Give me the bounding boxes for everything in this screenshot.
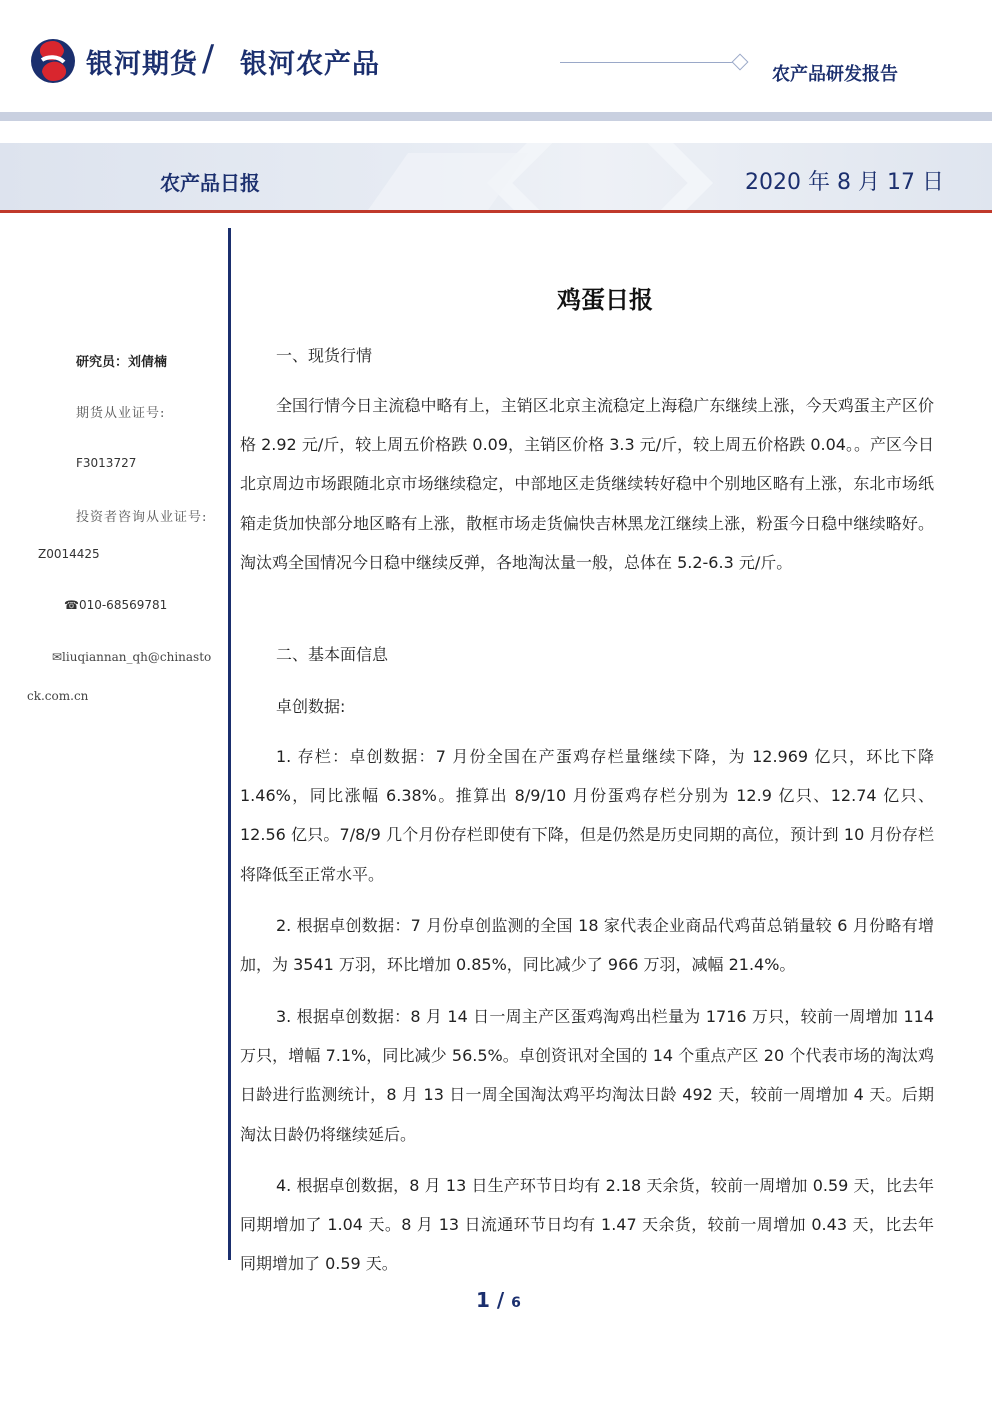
sidebar-divider [228, 228, 231, 1260]
email-address-continued: ck.com.cn [27, 689, 89, 703]
phone-number: ☎010-68569781 [64, 598, 168, 612]
galaxy-logo-icon [30, 38, 76, 84]
decorative-line [560, 62, 734, 63]
brand-name: 银河期货 [86, 49, 198, 80]
fundamentals-item-3: 3. 根据卓创数据：8 月 14 日一周主产区蛋鸡淘鸡出栏量为 1716 万只，较前一周增加 114 万只，增幅 7.1%，同比减少 56.5%。卓创资讯对全国的 14 个重点产区 20 个代表市场的淘汰鸡日龄进行监测统计，8 月 13 日一周全国淘汰鸡平均淘汰日龄 492 天，较前一周增加 4 天。后期淘汰日龄仍将继续延后。 [240, 1007, 934, 1144]
fundamentals-item-1: 1. 存栏：卓创数据：7 月份全国在产蛋鸡存栏量继续下降，为 12.969 亿只，环比下降 1.46%，同比涨幅 6.38%。推算出 8/9/10 月份蛋鸡存栏分别为 12.9 亿只、12.74 亿只、12.56 亿只。7/8/9 几个月份存栏即使有下降，但是仍然是历史同期的高位，预计到 10 月份存栏将降低至正常水平。 [240, 747, 934, 884]
title-underline [0, 210, 992, 213]
data-source-label: 卓创数据: [276, 697, 346, 716]
page-separator: / [489, 1288, 512, 1312]
report-category: 农产品日报 [160, 171, 260, 195]
diamond-icon [732, 54, 749, 71]
document-title: 鸡蛋日报 [557, 286, 653, 314]
report-date: 2020 年 8 月 17 日 [745, 170, 944, 195]
total-pages: 6 [511, 1295, 521, 1311]
page-number [476, 1288, 521, 1312]
brand-separator: / [202, 38, 215, 79]
section-heading-spot: 一、现货行情 [276, 346, 373, 365]
fundamentals-item-2: 2. 根据卓创数据：7 月份卓创监测的全国 18 家代表企业商品代鸡苗总销量较 6 月份略有增加，为 3541 万羽，环比增加 0.85%，同比减少了 966 万羽，减幅 21.4%。 [240, 916, 934, 975]
decorative-shape [352, 153, 528, 210]
consult-cert-label: 投资者咨询从业证号: [76, 510, 208, 525]
cert-label: 期货从业证号: [76, 406, 166, 421]
page-header [0, 0, 992, 112]
brand-subname: 银河农产品 [240, 49, 380, 80]
report-type: 农产品研发报告 [772, 64, 898, 85]
researcher-name: 研究员：刘倩楠 [76, 355, 168, 370]
spot-market-paragraph: 全国行情今日主流稳中略有上，主销区北京主流稳定上海稳广东继续上涨，今天鸡蛋主产区价格 2.92 元/斤，较上周五价格跌 0.09，主销区价格 3.3 元/斤，较上周五价格跌 0.04。。产区今日北京周边市场跟随北京市场继续稳定，中部地区走货继续转好稳中个别地区略有上涨，东北市场纸箱走货加快部分地区略有上涨，散框市场走货偏快吉林黑龙江继续上涨，粉蛋今日稳中继续略好。淘汰鸡全国情况今日稳中继续反弹，各地淘汰量一般，总体在 5.2-6.3 元/斤。 [240, 396, 934, 572]
section-heading-fundamentals: 二、基本面信息 [276, 645, 389, 664]
header-band [0, 112, 992, 121]
current-page: 1 [476, 1288, 490, 1312]
header-gap [0, 121, 992, 143]
fundamentals-item-4: 4. 根据卓创数据，8 月 13 日生产环节日均有 2.18 天余货，较前一周增加 0.59 天，比去年同期增加了 1.04 天。8 月 13 日流通环节日均有 1.47 天余货，较前一周增加 0.43 天，比去年同期增加了 0.59 天。 [240, 1176, 934, 1274]
consult-cert-number: Z0014425 [38, 547, 100, 561]
cert-number: F3013727 [76, 456, 137, 470]
email-address: ✉liuqiannan_qh@chinasto [52, 650, 212, 664]
